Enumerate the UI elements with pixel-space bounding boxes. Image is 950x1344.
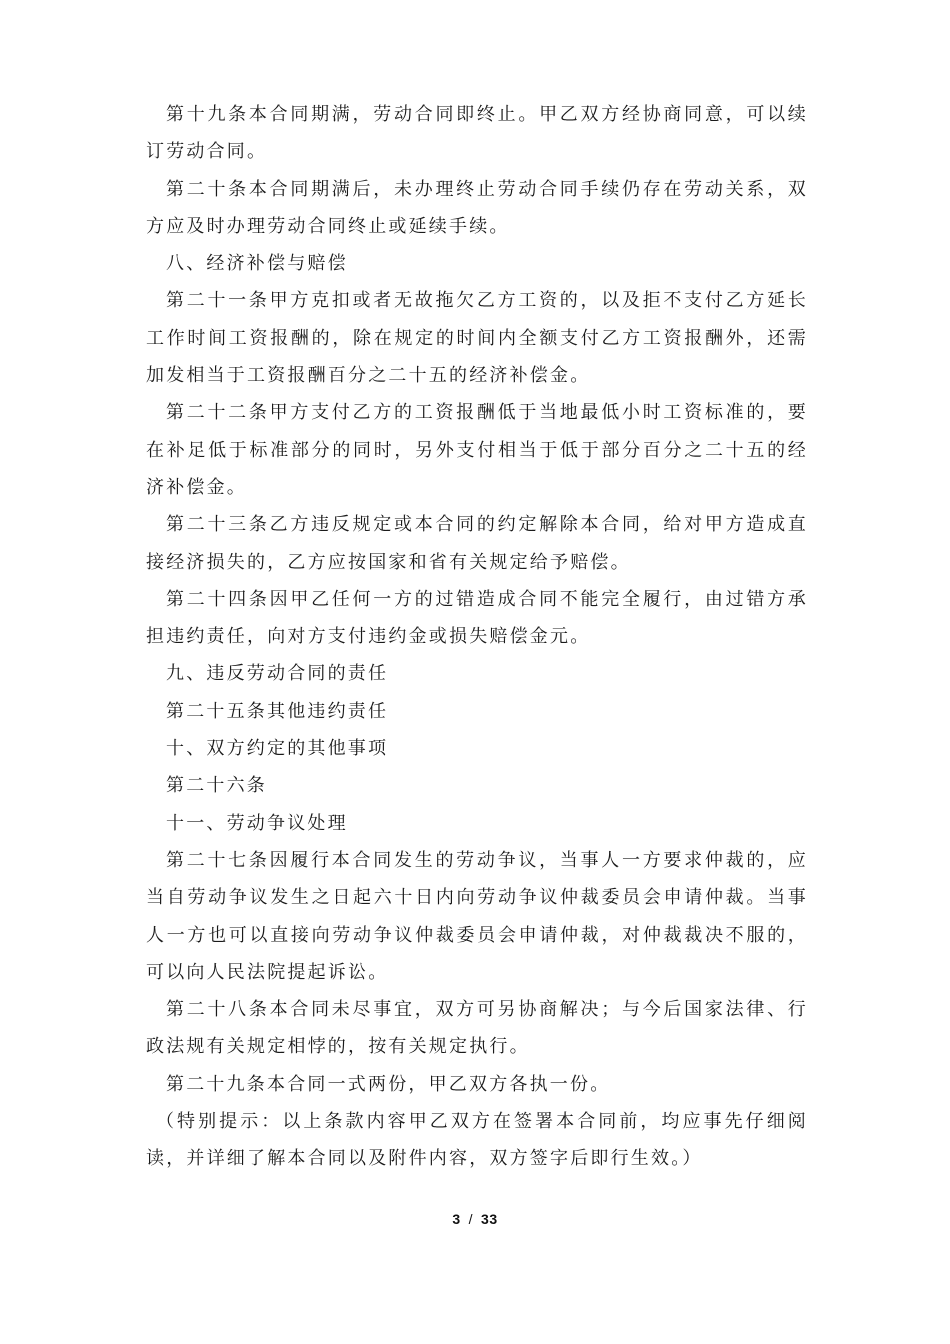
paragraph-article-21: 第二十一条甲方克扣或者无故拖欠乙方工资的，以及拒不支付乙方延长工作时间工资报酬的，除在规定的时间内全额支付乙方工资报酬外，还需加发相当于工资报酬百分之二十五的经济补偿金。 xyxy=(146,290,808,387)
paragraph-article-25: 第二十五条其他违约责任 xyxy=(166,700,389,722)
section-heading-8: 八、经济补偿与赔偿 xyxy=(166,253,348,275)
page-number xyxy=(0,1211,950,1227)
section-heading-10: 十、双方约定的其他事项 xyxy=(166,738,389,760)
paragraph-article-22: 第二十二条甲方支付乙方的工资报酬低于当地最低小时工资标准的，要在补足低于标准部分的同时，另外支付相当于低于部分百分之二十五的经济补偿金。 xyxy=(146,402,808,498)
current-page-number: 3 xyxy=(452,1211,461,1227)
total-page-count: 33 xyxy=(481,1211,498,1227)
special-notice: （特别提示：以上条款内容甲乙双方在签署本合同前，均应事先仔细阅读，并详细了解本合同以及附件内容，双方签字后即行生效。） xyxy=(146,1111,808,1170)
paragraph-article-28: 第二十八条本合同未尽事宜，双方可另协商解决；与今后国家法律、行政法规有关规定相悖的，按有关规定执行。 xyxy=(146,999,808,1058)
page-separator: / xyxy=(468,1211,474,1227)
paragraph-article-29: 第二十九条本合同一式两份，甲乙双方各执一份。 xyxy=(166,1073,611,1095)
paragraph-article-24: 第二十四条因甲乙任何一方的过错造成合同不能完全履行，由过错方承担违约责任，向对方支付违约金或损失赔偿金元。 xyxy=(146,588,808,648)
document-body xyxy=(146,96,808,1178)
section-heading-9: 九、违反劳动合同的责任 xyxy=(166,663,389,685)
paragraph-article-27: 第二十七条因履行本合同发生的劳动争议，当事人一方要求仲裁的，应当自劳动争议发生之日起六十日内向劳动争议仲裁委员会申请仲裁。当事人一方也可以直接向劳动争议仲裁委员会申请仲裁，对仲裁裁决不服的，可以向人民法院提起诉讼。 xyxy=(146,849,808,983)
section-heading-11: 十一、劳动争议处理 xyxy=(166,812,348,834)
paragraph-article-26: 第二十六条 xyxy=(166,775,267,797)
paragraph-article-23: 第二十三条乙方违反规定或本合同的约定解除本合同，给对甲方造成直接经济损失的，乙方应按国家和省有关规定给予赔偿。 xyxy=(146,514,808,573)
paragraph-article-19: 第十九条本合同期满，劳动合同即终止。甲乙双方经协商同意，可以续订劳动合同。 xyxy=(146,104,808,163)
paragraph-article-20: 第二十条本合同期满后，未办理终止劳动合同手续仍存在劳动关系，双方应及时办理劳动合同终止或延续手续。 xyxy=(146,178,808,237)
